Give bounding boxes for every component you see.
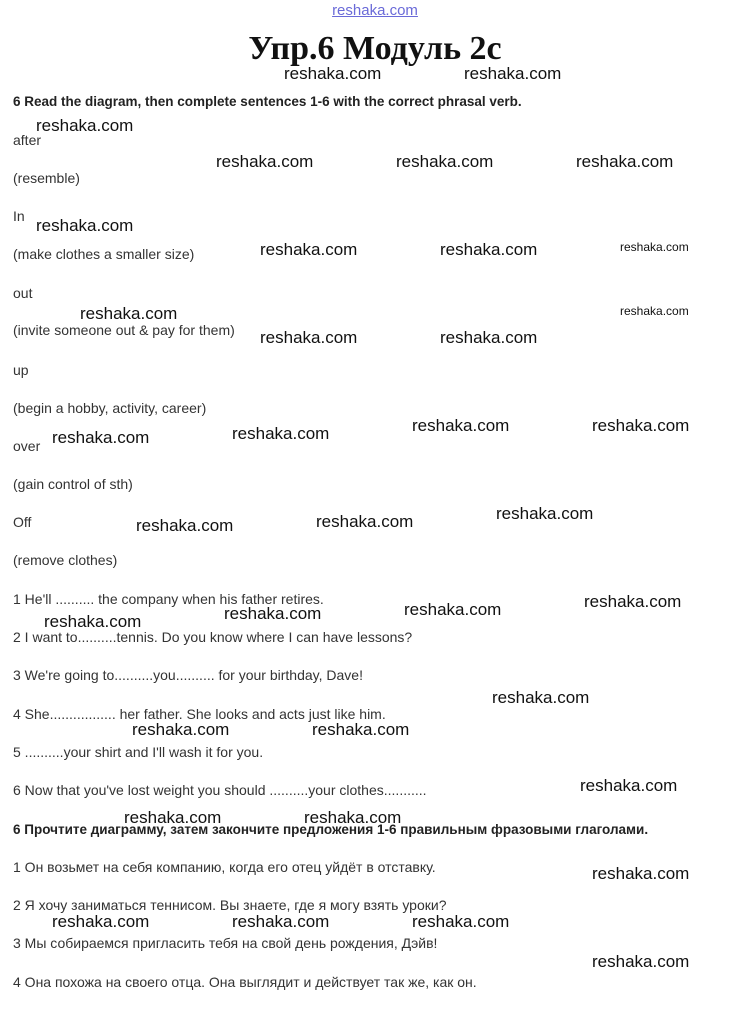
watermark: reshaka.com [620,240,689,254]
watermark: reshaka.com [620,304,689,318]
exercise-sentence-ru: 3 Мы собираемся пригласить тебя на свой день рождения, Дэйв! [13,935,438,951]
watermark: reshaka.com [36,116,134,135]
watermark: reshaka.com [80,304,178,323]
watermark: reshaka.com [216,152,314,171]
watermark: reshaka.com [304,808,402,827]
watermark: reshaka.com [592,952,690,971]
watermark: reshaka.com [52,912,150,931]
watermark: reshaka.com [592,864,690,883]
task-heading-en: 6 Read the diagram, then complete sentences 1-6 with the correct phrasal verb. [13,94,522,109]
diagram-item: (make clothes a smaller size) [13,246,195,262]
watermark: reshaka.com [496,504,594,523]
watermark: reshaka.com [232,912,330,931]
diagram-item: over [13,438,41,454]
exercise-sentence-ru: 1 Он возьмет на себя компанию, когда его отец уйдёт в отставку. [13,859,436,875]
exercise-sentence-en: 6 Now that you've lost weight you should ..........your clothes........... [13,782,427,798]
watermark: reshaka.com [136,516,234,535]
site-link[interactable]: reshaka.com [332,2,418,19]
diagram-item: (begin a hobby, activity, career) [13,400,207,416]
watermark: reshaka.com [592,416,690,435]
watermark: reshaka.com [396,152,494,171]
diagram-item: In [13,208,25,224]
diagram-item: out [13,285,33,301]
diagram-item: after [13,132,42,148]
watermark: reshaka.com [232,424,330,443]
watermark: reshaka.com [132,720,230,739]
page-title: Упр.6 Модуль 2с [248,30,502,67]
exercise-sentence-ru: 4 Она похожа на своего отца. Она выглядит и действует так же, как он. [13,974,477,990]
diagram-item: (invite someone out & pay for them) [13,322,235,338]
watermark: reshaka.com [224,604,322,623]
watermark: reshaka.com [412,912,510,931]
watermark: reshaka.com [584,592,682,611]
task-heading-ru: 6 Прочтите диаграмму, затем закончите предложения 1-6 правильным фразовыми глаголами. [13,822,649,837]
diagram-item: (remove clothes) [13,552,118,568]
exercise-sentence-en: 4 She................. her father. She looks and acts just like him. [13,706,386,722]
watermark: reshaka.com [284,64,382,83]
exercise-sentence-en: 5 ..........your shirt and I'll wash it for you. [13,744,264,760]
watermark: reshaka.com [440,240,538,259]
watermark: reshaka.com [52,428,150,447]
watermark: reshaka.com [404,600,502,619]
watermark: reshaka.com [44,612,142,631]
watermark: reshaka.com [260,240,358,259]
watermark: reshaka.com [576,152,674,171]
watermark: reshaka.com [464,64,562,83]
watermark: reshaka.com [316,512,414,531]
exercise-sentence-en: 2 I want to..........tennis. Do you know where I can have lessons? [13,629,413,645]
watermark: reshaka.com [492,688,590,707]
watermark: reshaka.com [440,328,538,347]
watermark: reshaka.com [260,328,358,347]
watermark: reshaka.com [412,416,510,435]
watermark: reshaka.com [580,776,678,795]
watermark: reshaka.com [124,808,222,827]
exercise-sentence-ru: 2 Я хочу заниматься теннисом. Вы знаете, где я могу взять уроки? [13,897,447,913]
diagram-item: up [13,362,29,378]
diagram-item: (gain control of sth) [13,476,133,492]
watermark: reshaka.com [36,216,134,235]
exercise-sentence-en: 3 We're going to..........you.......... for your birthday, Dave! [13,667,363,683]
diagram-item: (resemble) [13,170,80,186]
watermark: reshaka.com [312,720,410,739]
exercise-sentence-en: 1 He'll .......... the company when his father retires. [13,591,324,607]
diagram-item: Off [13,514,32,530]
